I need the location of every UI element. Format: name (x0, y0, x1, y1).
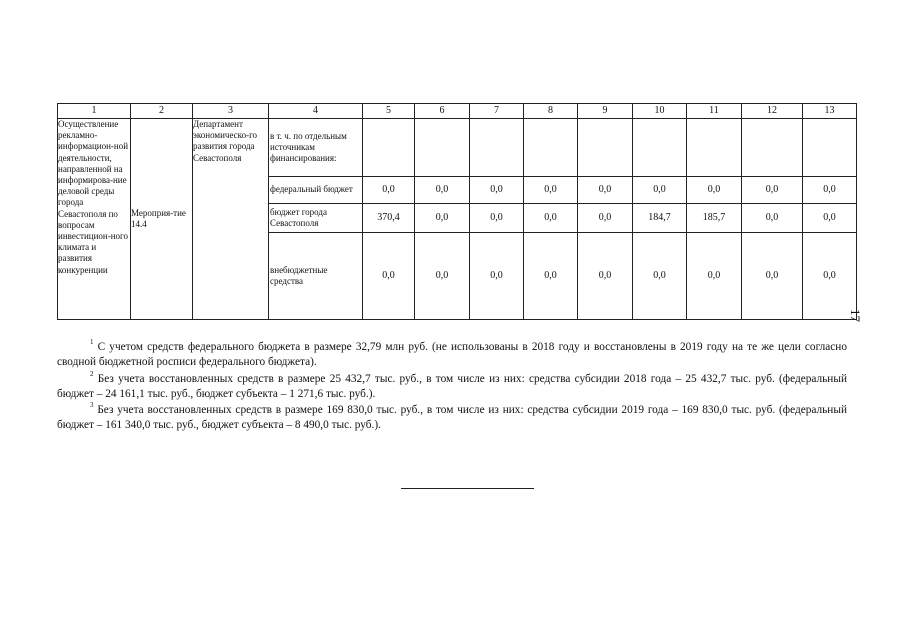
responsible-department: Департамент экономическо-го развития города Севастополя (193, 119, 269, 320)
source-label: федеральный бюджет (269, 177, 363, 204)
value-cell (742, 119, 803, 177)
measure-label: Мероприя-тие 14.4 (131, 119, 193, 320)
value-cell (578, 119, 633, 177)
value-cell: 0,0 (742, 233, 803, 320)
value-cell: 0,0 (803, 177, 857, 204)
value-cell (363, 119, 415, 177)
value-cell (415, 119, 470, 177)
value-cell: 0,0 (524, 233, 578, 320)
header-cell: 9 (578, 104, 633, 119)
footnote-mark: 2 (90, 370, 94, 378)
footnote-text: Без учета восстановленных средств в размере 169 830,0 тыс. руб., в том числе из них: средства субсидии 2019 года – 169 830,0 тыс. руб. (федеральный бюджет – 161 340,0 тыс. руб., бюджет субъекта – 8 490,0 тыс. руб.). (57, 403, 847, 431)
value-cell: 0,0 (470, 177, 524, 204)
value-cell (524, 119, 578, 177)
value-cell: 0,0 (363, 177, 415, 204)
table-row (58, 119, 857, 177)
header-cell: 13 (803, 104, 857, 119)
value-cell: 370,4 (363, 204, 415, 233)
value-cell (803, 119, 857, 177)
header-cell: 10 (633, 104, 687, 119)
value-cell: 0,0 (415, 233, 470, 320)
value-cell: 0,0 (633, 177, 687, 204)
value-cell: 0,0 (415, 204, 470, 233)
header-cell: 4 (269, 104, 363, 119)
header-cell: 1 (58, 104, 131, 119)
value-cell: 0,0 (578, 177, 633, 204)
source-label: внебюджетные средства (269, 233, 363, 320)
value-cell: 0,0 (470, 204, 524, 233)
footnote-1 (57, 336, 847, 370)
value-cell: 185,7 (687, 204, 742, 233)
value-cell (687, 119, 742, 177)
header-cell: 6 (415, 104, 470, 119)
value-cell: 0,0 (687, 177, 742, 204)
footnote-mark: 3 (90, 401, 94, 409)
value-cell: 0,0 (633, 233, 687, 320)
value-cell: 0,0 (803, 204, 857, 233)
footnote-2 (57, 368, 847, 402)
header-cell: 3 (193, 104, 269, 119)
budget-table (57, 103, 857, 320)
header-cell: 8 (524, 104, 578, 119)
header-cell: 5 (363, 104, 415, 119)
footnote-text: Без учета восстановленных средств в размере 25 432,7 тыс. руб., в том числе из них: средства субсидии 2018 года – 25 432,7 тыс. руб. (федеральный бюджет – 24 161,1 тыс. руб., бюджет субъекта – 1 271,6 тыс. руб.). (57, 372, 847, 400)
source-label: бюджет города Севастополя (269, 204, 363, 233)
value-cell: 184,7 (633, 204, 687, 233)
value-cell: 0,0 (687, 233, 742, 320)
page-number: 17 (848, 309, 863, 322)
footnote-mark: 1 (90, 338, 94, 346)
value-cell: 0,0 (742, 204, 803, 233)
footnote-text: С учетом средств федерального бюджета в размере 32,79 млн руб. (не использованы в 2018 году и восстановлены в 2019 году на те же цели согласно сводной бюджетной росписи федерального бюджета). (57, 340, 847, 368)
value-cell: 0,0 (470, 233, 524, 320)
value-cell (470, 119, 524, 177)
value-cell: 0,0 (578, 233, 633, 320)
value-cell: 0,0 (415, 177, 470, 204)
value-cell (633, 119, 687, 177)
value-cell: 0,0 (363, 233, 415, 320)
header-cell: 11 (687, 104, 742, 119)
header-cell: 2 (131, 104, 193, 119)
separator-line (401, 488, 534, 489)
footnote-3 (57, 399, 847, 433)
source-label: в т. ч. по отдельным источникам финансирования: (269, 119, 363, 177)
table-header-row (58, 104, 857, 119)
value-cell: 0,0 (524, 204, 578, 233)
activity-description: Осуществление рекламно-информацион-ной деятельности, направленной на информирова-ние деловой среды города Севастополя по вопросам инвестицион-ного климата и развития конкуренции (58, 119, 131, 320)
value-cell: 0,0 (578, 204, 633, 233)
value-cell: 0,0 (524, 177, 578, 204)
header-cell: 7 (470, 104, 524, 119)
header-cell: 12 (742, 104, 803, 119)
value-cell: 0,0 (803, 233, 857, 320)
value-cell: 0,0 (742, 177, 803, 204)
